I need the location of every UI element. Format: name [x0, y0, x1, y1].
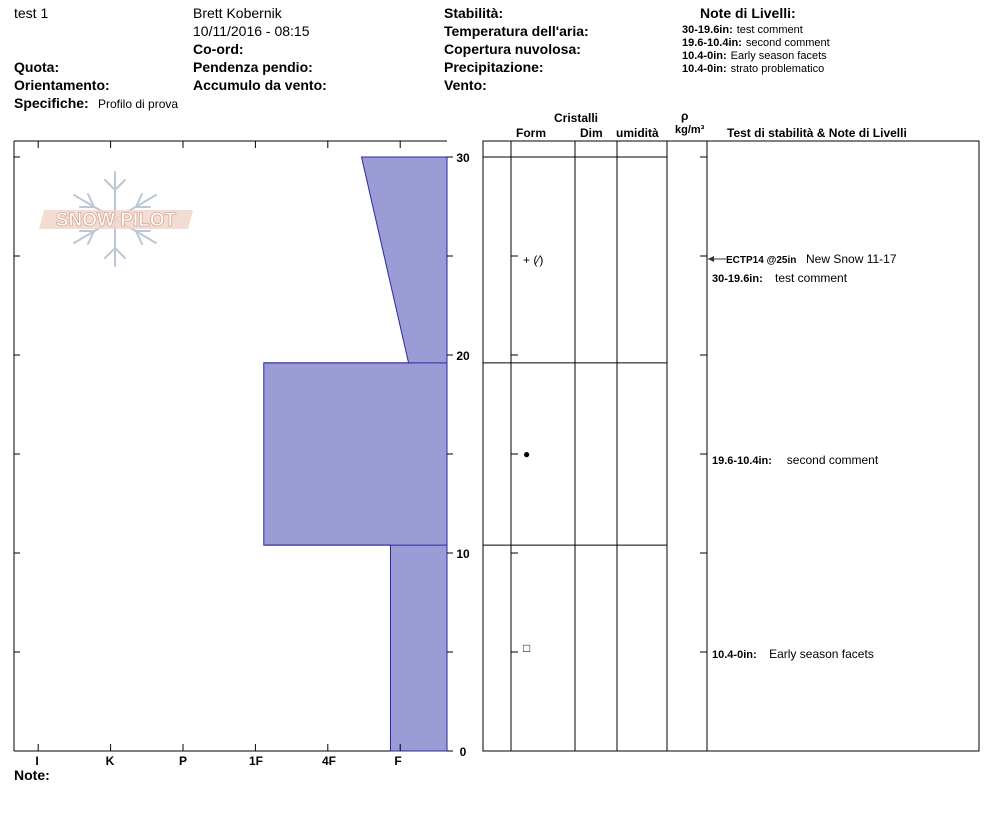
observer-name: Brett Kobernik	[193, 5, 282, 21]
table-depth-ticks	[511, 157, 707, 751]
crystals-header: Cristalli	[554, 111, 599, 125]
wind-load-label: Accumulo da vento:	[193, 77, 327, 93]
stability-annotations	[708, 252, 897, 661]
slope-label: Pendenza pendio:	[193, 59, 313, 75]
grain-form-symbol: □	[523, 641, 531, 656]
stability-test-comment: New Snow 11-17	[806, 252, 897, 266]
depth-tick-label: 30	[456, 151, 470, 165]
right-note-range: 30-19.6in:	[712, 272, 763, 285]
dim-header: Dim	[580, 126, 603, 140]
depth-tick-label: 10	[456, 547, 470, 561]
layer-note-text: strato problematico	[730, 63, 825, 75]
right-note-range: 10.4-0in:	[712, 648, 757, 661]
right-note-text: Early season facets	[769, 646, 874, 661]
form-header: Form	[516, 126, 546, 140]
layer-note-text: test comment	[736, 24, 803, 36]
layer-note-range: 10.4-0in:	[682, 63, 727, 75]
hardness-tick-label: F	[394, 754, 402, 768]
site-name: test 1	[14, 5, 49, 21]
right-note-text: second comment	[786, 452, 879, 467]
layer-note-range: 10.4-0in:	[682, 50, 727, 62]
precipitation-label: Precipitazione:	[444, 59, 544, 75]
logo-text: SNOW PILOT	[55, 210, 177, 231]
observation-datetime: 10/11/2016 - 08:15	[193, 23, 310, 39]
layer-note-text: Early season facets	[730, 50, 827, 62]
density-unit-header: kg/m³	[675, 124, 705, 136]
grain-form-symbol: ●	[523, 447, 531, 461]
hardness-tick-label: I	[35, 754, 39, 768]
layer-note-range: 19.6-10.4in:	[682, 37, 742, 49]
note-label: Note:	[14, 767, 50, 783]
hardness-tick-label: K	[105, 754, 115, 768]
sky-cover-label: Copertura nuvolosa:	[444, 41, 581, 57]
wind-label: Vento:	[444, 77, 487, 93]
depth-axis	[456, 151, 470, 759]
grain-form-symbols	[523, 253, 543, 655]
rho-header: ρ	[681, 109, 689, 123]
snowpilot-logo	[39, 172, 193, 266]
depth-tick-label: 0	[459, 745, 467, 759]
stability-notes-header: Test di stabilità & Note di Livelli	[727, 126, 907, 140]
depth-tick-label: 20	[456, 349, 470, 363]
stability-arrow-head	[708, 256, 714, 262]
elevation-label: Quota:	[14, 59, 60, 75]
stability-label: Stabilità:	[444, 5, 504, 21]
hardness-tick-label: 4F	[321, 754, 337, 768]
hardness-area	[264, 157, 447, 751]
specifics-value: Profilo di prova	[98, 97, 179, 111]
specifics-label: Specifiche:	[14, 95, 89, 111]
right-note-text: test comment	[775, 270, 848, 285]
hardness-profile	[264, 157, 447, 751]
hardness-tick-label: P	[178, 754, 188, 768]
layer-notes-title: Note di Livelli:	[700, 5, 796, 21]
coord-label: Co-ord:	[193, 41, 244, 57]
layer-note-range: 30-19.6in:	[682, 24, 733, 36]
stability-test-code: ECTP14 @25in	[726, 255, 797, 266]
layer-note-text: second comment	[745, 37, 830, 49]
air-temp-label: Temperatura dell'aria:	[444, 23, 589, 39]
moisture-header: umidità	[616, 126, 659, 140]
right-note-range: 19.6-10.4in:	[712, 454, 772, 467]
grain-form-symbol: + (⁄)	[523, 252, 544, 267]
hardness-tick-label: 1F	[248, 754, 264, 768]
aspect-label: Orientamento:	[14, 77, 110, 93]
